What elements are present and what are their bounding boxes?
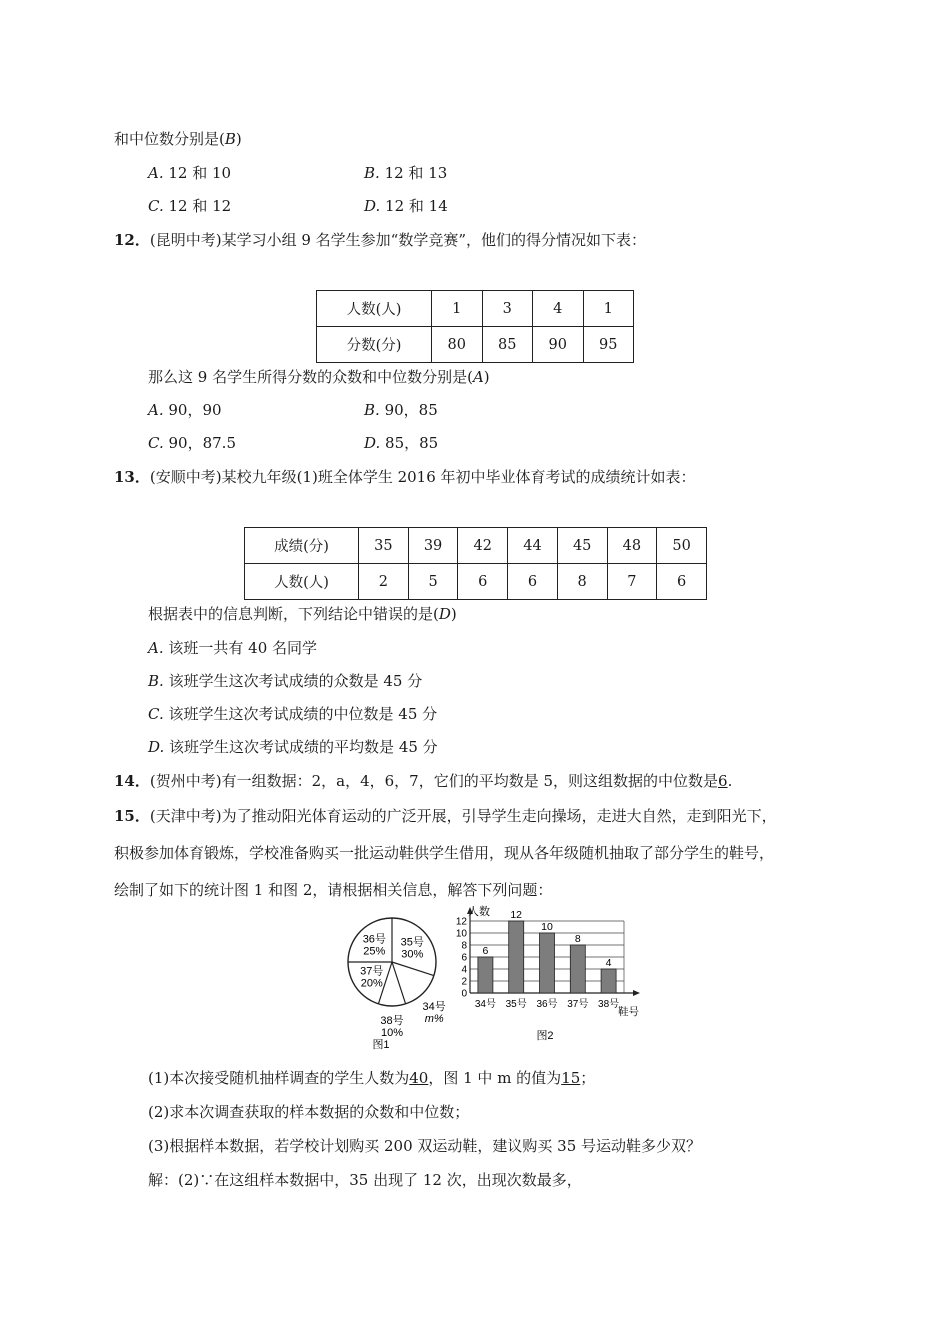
q11-option-d: D. 12 和 14 [364,197,448,215]
table-cell: 人数(人) [245,564,359,600]
y-tick-label: 6 [461,952,467,964]
q15-sub1: (1)本次接受随机抽样调查的学生人数为40，图 1 中 m 的值为15； [148,1069,596,1087]
x-tick-label: 34号 [474,999,496,1010]
q13-table [244,527,707,600]
y-tick-label: 4 [461,964,467,976]
q12-question: 那么这 9 名学生所得分数的众数和中位数分别是(A) [148,368,490,386]
table-row [245,564,707,600]
bar-chart-figure2 [450,905,650,1050]
pie-chart-figure1 [335,910,453,1050]
table-cell: 50 [657,528,707,564]
table-cell: 6 [657,564,707,600]
y-tick-label: 2 [461,976,467,988]
table-cell: 8 [557,564,607,600]
q15-line2: 积极参加体育锻炼，学校准备购买一批运动鞋供学生借用，现从各年级随机抽取了部分学生的鞋号， [114,844,775,862]
x-axis-label: 鞋号 [618,1006,639,1018]
pie-slice-label: 38号 [380,1015,404,1027]
table-cell: 45 [557,528,607,564]
table-cell: 6 [458,564,508,600]
q12-option-d: D. 85，85 [364,434,439,452]
pie-slice-label: 35号 [400,936,424,949]
q15-solution: 解：(2)∵在这组样本数据中，35 出现了 12 次，出现次数最多， [148,1171,582,1189]
q13-option-d: D. 该班学生这次考试成绩的平均数是 45 分 [148,738,438,756]
bar-value-label: 4 [605,957,612,969]
q13-option-a: A. 该班一共有 40 名同学 [148,639,318,657]
pie-slice-label: 36号 [362,933,386,946]
q15-sub3: (3)根据样本数据，若学校计划购买 200 双运动鞋，建议购买 35 号运动鞋多少双？ [148,1137,702,1155]
q12-table [316,290,634,363]
y-tick-label: 0 [461,988,467,1000]
table-cell: 成绩(分) [245,528,359,564]
x-tick-label: 38号 [598,999,620,1010]
pie-slice-percent: 25% [363,945,386,958]
pie-slice-percent: m% [424,1013,444,1026]
y-tick-label: 10 [455,928,467,940]
figure1-caption: 图1 [372,1039,390,1050]
x-tick-label: 36号 [536,999,558,1010]
q15-line3: 绘制了如下的统计图 1 和图 2，请根据相关信息，解答下列问题： [114,881,553,899]
bar-value-label: 10 [541,921,553,933]
table-cell: 5 [408,564,458,600]
q12-option-a: A. 90，90 [148,401,222,419]
bar [478,957,493,993]
table-cell: 2 [359,564,409,600]
table-cell: 44 [508,528,558,564]
bar-value-label: 8 [574,933,581,945]
x-tick-label: 37号 [567,999,589,1010]
table-cell: 39 [408,528,458,564]
bar-value-label: 12 [510,909,523,921]
q11-option-a: A. 12 和 10 [148,164,232,182]
table-row [245,528,707,564]
x-tick-label: 35号 [505,999,527,1010]
q11-option-c: C. 12 和 12 [148,197,232,215]
q11-option-b: B. 12 和 13 [364,164,448,182]
pie-slice-percent: 30% [401,948,424,961]
pie-slice-percent: 10% [380,1027,404,1039]
table-cell: 42 [458,528,508,564]
q15-line1: 15．(天津中考)为了推动阳光体育运动的广泛开展，引导学生走向操场，走进大自然，走到阳光下， [114,807,777,825]
table-row [317,291,634,327]
figure2-caption: 图2 [536,1030,554,1042]
x-axis-arrow [633,990,640,996]
table-cell: 35 [359,528,409,564]
q14-text: 14．(贺州中考)有一组数据：2，a，4，6，7，它们的平均数是 5，则这组数据的中位数是6. [114,772,733,790]
table-cell: 人数(人) [317,291,432,327]
bar [540,933,555,993]
q12-stem: 12．(昆明中考)某学习小组 9 名学生参加“数学竞赛”，他们的得分情况如下表： [114,231,646,249]
table-cell: 85 [482,327,533,363]
bar-value-label: 6 [482,945,489,957]
table-cell: 90 [533,327,584,363]
y-tick-label: 12 [455,916,467,928]
pie-slice-percent: 20% [360,977,383,990]
q12-option-b: B. 90，85 [364,401,438,419]
pie-slice-label: 34号 [422,1001,446,1014]
pie-slice-label: 37号 [360,965,384,978]
table-cell: 95 [583,327,634,363]
table-cell: 48 [607,528,657,564]
q11-stem: 和中位数分别是(B) [114,130,242,148]
q12-option-c: C. 90，87.5 [148,434,236,452]
table-cell: 1 [432,291,483,327]
table-cell: 80 [432,327,483,363]
bar [601,969,616,993]
table-cell: 3 [482,291,533,327]
q13-question: 根据表中的信息判断，下列结论中错误的是(D) [148,605,457,623]
table-cell: 6 [508,564,558,600]
q13-option-b: B. 该班学生这次考试成绩的众数是 45 分 [148,672,423,690]
bar [509,921,524,993]
table-row [317,327,634,363]
table-cell: 7 [607,564,657,600]
q13-stem: 13．(安顺中考)某校九年级(1)班全体学生 2016 年初中毕业体育考试的成绩统计如表： [114,468,696,486]
q13-option-c: C. 该班学生这次考试成绩的中位数是 45 分 [148,705,438,723]
y-axis-label: 人数 [468,906,490,918]
y-tick-label: 8 [461,940,467,952]
table-cell: 1 [583,291,634,327]
table-cell: 分数(分) [317,327,432,363]
table-cell: 4 [533,291,584,327]
q15-sub2: (2)求本次调查获取的样本数据的众数和中位数； [148,1103,470,1121]
bar [570,945,585,993]
